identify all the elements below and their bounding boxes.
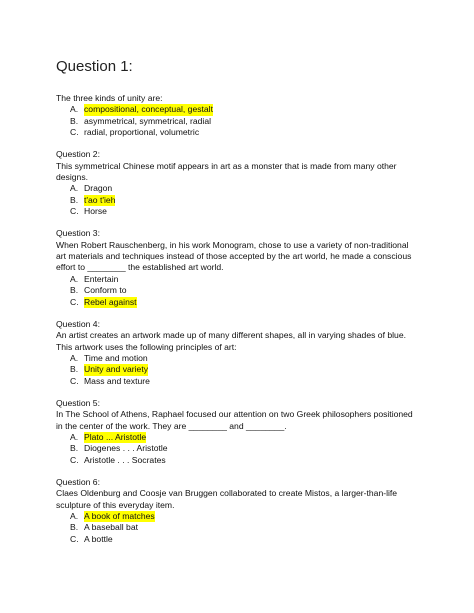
- option-a: [56, 274, 418, 285]
- question-text: This symmetrical Chinese motif appears in art as a monster that is made from many other designs.: [56, 160, 397, 183]
- option-c: [56, 297, 418, 308]
- option-letter: A.: [70, 183, 79, 194]
- option-letter: C.: [70, 206, 79, 217]
- question-label: Question 4:: [56, 318, 100, 329]
- answer-options: [56, 183, 418, 217]
- option-text: radial, proportional, volumetric: [84, 127, 200, 138]
- question-text: In The School of Athens, Raphael focused our attention on two Greek philosophers positioned in the center of the work. They are ________ and ________.: [56, 409, 413, 431]
- option-letter: C.: [70, 533, 79, 544]
- option-letter: A.: [70, 104, 79, 115]
- option-text: Time and motion: [84, 352, 148, 363]
- option-letter: C.: [70, 127, 79, 138]
- question-label: Question 6:: [56, 476, 100, 487]
- option-c: [56, 455, 418, 466]
- option-letter: A.: [70, 352, 79, 363]
- option-text: A baseball bat: [84, 522, 138, 533]
- option-text: Mass and texture: [84, 375, 150, 386]
- option-a: [56, 183, 418, 194]
- highlighted-answer: A book of matches: [84, 510, 155, 521]
- question-4: [56, 319, 418, 387]
- highlighted-answer: t'ao t'ieh: [84, 194, 116, 205]
- question-6: [56, 477, 418, 545]
- question-label: Question 2:: [56, 149, 100, 160]
- option-letter: A.: [70, 273, 79, 284]
- answer-options: [56, 274, 418, 308]
- option-a: [56, 511, 418, 522]
- answer-options: [56, 432, 418, 466]
- option-a: [56, 432, 418, 443]
- question-1: [56, 93, 418, 139]
- option-letter: C.: [70, 454, 79, 465]
- option-text: Entertain: [84, 273, 119, 284]
- answer-options: [56, 511, 418, 545]
- question-text: An artist creates an artwork made up of many different shapes, all in varying shades of blue. This artwork uses the following principles of art:: [56, 330, 406, 352]
- option-b: [56, 522, 418, 533]
- option-c: [56, 127, 418, 138]
- option-c: [56, 534, 418, 545]
- option-letter: C.: [70, 296, 79, 307]
- option-letter: B.: [70, 194, 79, 205]
- highlighted-answer: compositional, conceptual, gestalt: [84, 104, 213, 115]
- option-letter: C.: [70, 375, 79, 386]
- option-letter: B.: [70, 522, 79, 533]
- option-c: [56, 376, 418, 387]
- option-text: Horse: [84, 206, 107, 217]
- option-letter: B.: [70, 285, 79, 296]
- option-letter: B.: [70, 443, 79, 454]
- question-label: Question 5:: [56, 397, 100, 408]
- option-text: Dragon: [84, 183, 113, 194]
- option-text: A bottle: [84, 533, 113, 544]
- option-a: [56, 104, 418, 115]
- option-b: [56, 443, 418, 454]
- question-text: Claes Oldenburg and Coosje van Bruggen collaborated to create Mistos, a larger-than-life sculpture of this everyday item.: [56, 488, 398, 510]
- question-2: [56, 149, 418, 217]
- highlighted-answer: Unity and variety: [84, 364, 149, 375]
- answer-options: [56, 104, 418, 138]
- page-title: Question 1:: [56, 58, 133, 75]
- option-letter: B.: [70, 115, 79, 126]
- question-3: [56, 228, 418, 308]
- option-letter: B.: [70, 364, 79, 375]
- question-5: [56, 398, 418, 466]
- question-text: When Robert Rauschenberg, in his work Monogram, chose to use a variety of non-traditional art materials and techniques instead of those accepted by the art world, he made a conscious effort to ________ the established art world.: [56, 239, 412, 273]
- highlighted-answer: Rebel against: [84, 296, 137, 307]
- option-b: [56, 195, 418, 206]
- question-label: Question 3:: [56, 228, 100, 239]
- option-b: [56, 116, 418, 127]
- option-c: [56, 206, 418, 217]
- highlighted-answer: Plato ... Aristotle: [84, 431, 147, 442]
- option-b: [56, 364, 418, 375]
- option-letter: A.: [70, 431, 79, 442]
- option-letter: A.: [70, 510, 79, 521]
- option-b: [56, 285, 418, 296]
- option-text: Diogenes . . . Aristotle: [84, 443, 168, 454]
- option-a: [56, 353, 418, 364]
- option-text: Conform to: [84, 285, 127, 296]
- option-text: Aristotle . . . Socrates: [84, 454, 166, 465]
- option-text: asymmetrical, symmetrical, radial: [84, 115, 212, 126]
- answer-options: [56, 353, 418, 387]
- question-text: The three kinds of unity are:: [56, 93, 163, 103]
